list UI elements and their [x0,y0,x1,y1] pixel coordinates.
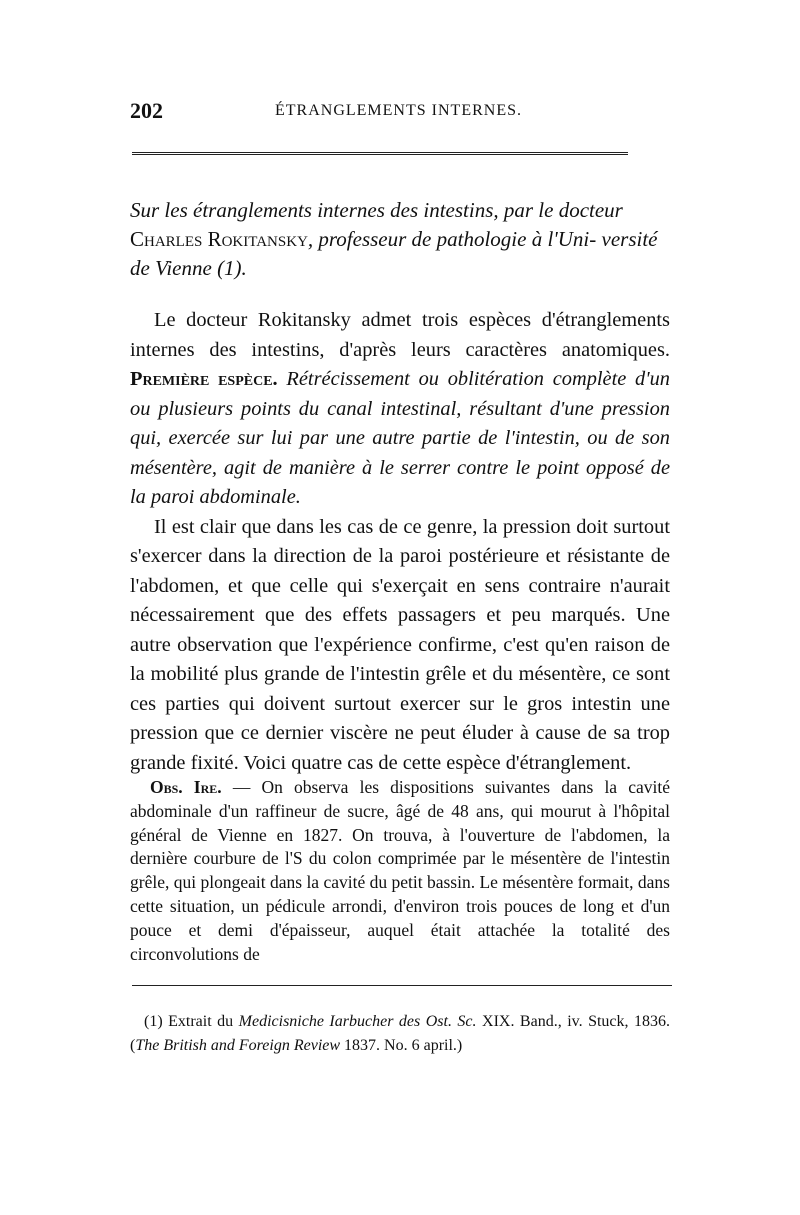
observation-block [130,776,670,966]
article-title [130,196,670,283]
species-label: Première espèce. [130,368,278,390]
title-line-3: versité de Vienne (1). [130,227,658,280]
footnote-prefix: (1) Extrait du [144,1013,234,1030]
observation-paragraph [130,776,670,966]
intro-text: Le docteur Rokitansky admet trois espèces d'étranglements internes des intestins, d'après leurs caractères anatomiques. [130,309,670,361]
footnote [130,1010,670,1058]
page-number: 202 [130,98,163,123]
footnote-suffix: 1837. No. 6 april.) [344,1037,463,1054]
species-text: Rétrécissement ou oblitération complète d'un ou plusieurs points du canal intestinal, résultant d'une pression qui, exercée sur lui par une autre partie de l'intestin, ou de son mésentère, agit de manière à le serrer contre le point opposé de la paroi abdominale. [130,368,671,508]
paragraph-intro [130,306,670,513]
author-name: Charles Rokitansky [130,227,308,251]
observation-text: — On observa les dispositions suivantes dans la cavité abdominale d'un raffineur de sucre, âgé de 48 ans, qui mourut à l'hôpital général de Vienne en 1827. On trouva, à l'ouverture de l'abdomen, la dernière courbure de l'S du colon comprimée par le mésentère de l'intestin grêle, qui plongeait dans la cavité du petit bassin. Le mésentère formait, dans cette situation, un pédicule arrondi, d'environ trois pouces de long et d'un pouce et demi d'épaisseur, auquel était attachée la totalité des circonvolutions de [130,777,670,964]
title-line-2: , professeur de pathologie à l'Uni- [307,227,597,251]
footnote-paragraph [130,1010,670,1058]
footnote-rule [132,985,672,986]
header-rule [132,152,628,158]
footnote-mid: XIX. Band., iv. Stuck, 1836. ( [130,1013,671,1054]
running-head: ÉTRANGLEMENTS INTERNES. [275,102,522,119]
footnote-source-1: Medicisniche Iarbucher des Ost. Sc. [238,1013,477,1030]
page-header [130,98,670,128]
title-line-1: Sur les étranglements internes des intestins, par le docteur [130,198,623,222]
body-text [130,306,670,778]
paragraph-discussion: Il est clair que dans les cas de ce genre, la pression doit surtout s'exercer dans la direction de la paroi postérieure et résistante de l'abdomen, et que celle qui s'exerçait en sens contraire n'aurait nécessairement que des effets passagers et peu marqués. Une autre observation que l'expérience confirme, c'est qu'en raison de la mobilité plus grande de l'intestin grêle et du mésentère, ce sont ces parties qui doivent surtout exercer sur le gros intestin une pression que ce dernier viscère ne peut éluder à cause de sa trop grande fixité. Voici quatre cas de cette espèce d'étranglement. [130,515,670,774]
observation-label: Obs. Ire. [150,777,222,797]
footnote-source-2: The British and Foreign Review [135,1037,341,1054]
